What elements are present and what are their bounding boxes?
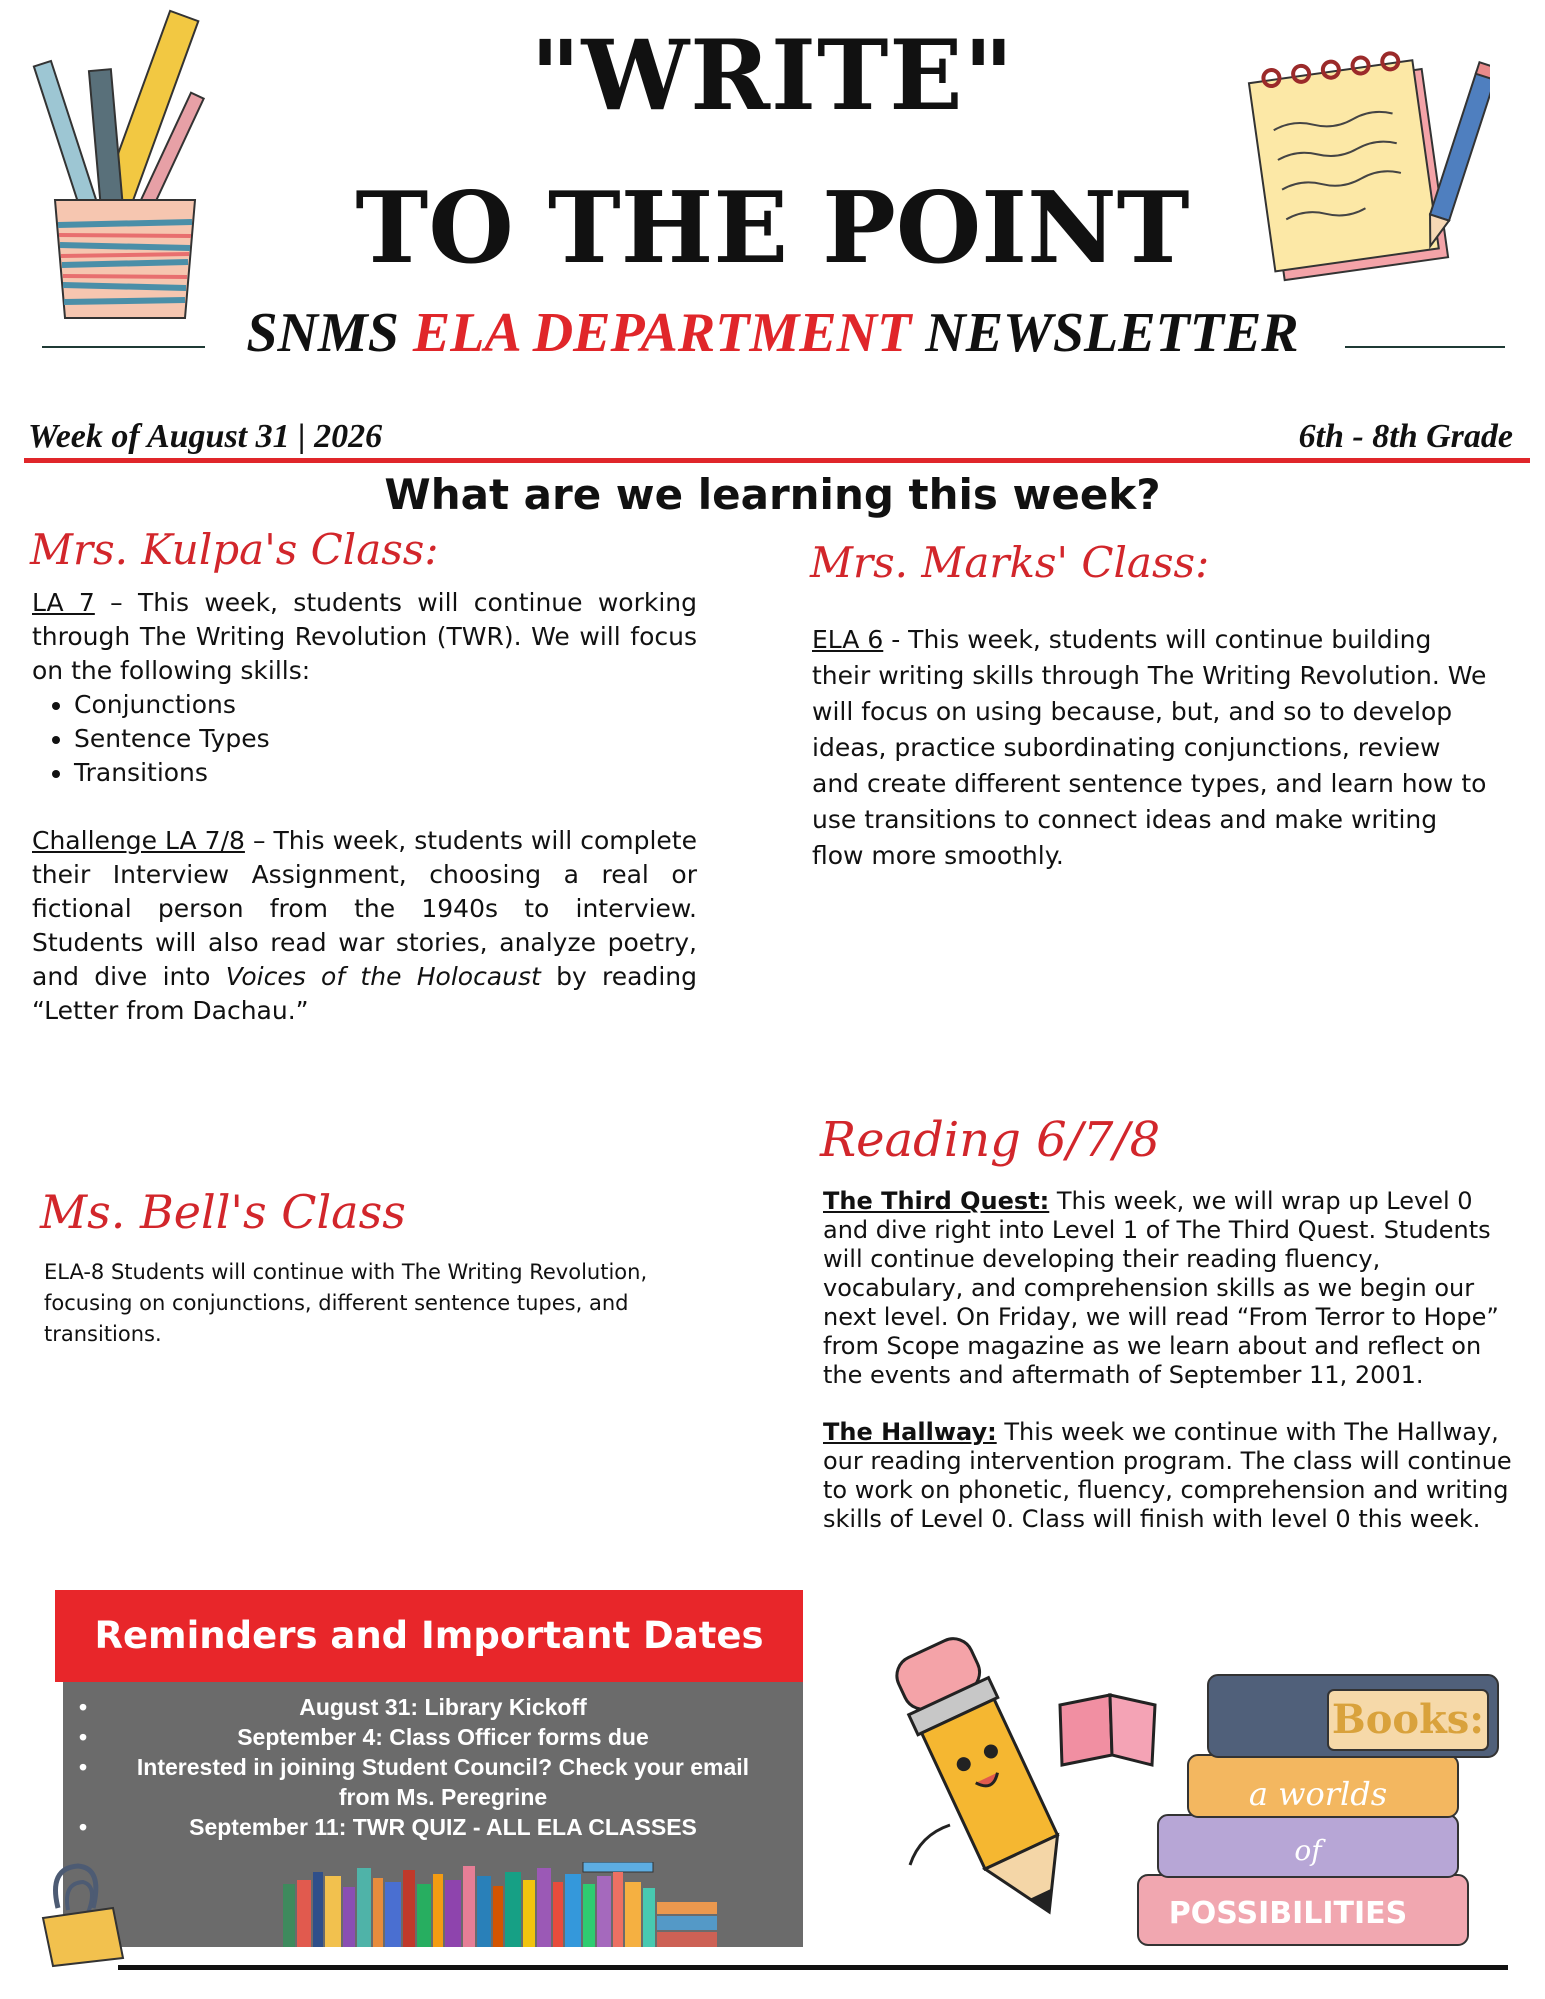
list-item: • Conjunctions	[74, 688, 697, 722]
subtitle-school: SNMS	[246, 302, 413, 364]
la7-text: – This week, students will continue working through The Writing Revolution (TWR). We will focus on the following skills:	[32, 588, 697, 685]
newsletter-title-line2: TO THE POINT	[355, 171, 1190, 286]
third-quest-paragraph	[823, 1187, 1523, 1390]
challenge-end: by reading “Letter from Dachau.”	[32, 962, 697, 1025]
book-spine-possibilities: POSSIBILITIES	[1168, 1896, 1408, 1931]
book-stack-icon	[1128, 1665, 1508, 1955]
la7-paragraph	[32, 586, 697, 688]
third-quest-text: This week, we will wrap up Level 0 and dive right into Level 1 of The Third Quest. Students will continue developing their reading fluency, vocabulary, and comprehension skills as we begin our next level. On Friday, we will read “From Terror to Hope” from Scope magazine as we learn about and reflect on the events and aftermath of September 11, 2001.	[823, 1187, 1499, 1389]
newsletter-title-line1: "WRITE"	[530, 19, 1015, 132]
hallway-paragraph	[823, 1418, 1523, 1534]
challenge-paragraph	[32, 824, 697, 1028]
subtitle-department: ELA DEPARTMENT	[412, 302, 912, 364]
kulpa-heading: Mrs. Kulpa's Class:	[30, 525, 439, 574]
header-rule-left	[42, 346, 205, 348]
book-spine-books: Books:	[1331, 1696, 1485, 1743]
section-question: What are we learning this week?	[384, 470, 1161, 519]
book-spine-worlds: a worlds	[1248, 1775, 1388, 1813]
list-item: • September 4: Class Officer forms due	[79, 1724, 649, 1750]
grade-label: 6th - 8th Grade	[1298, 418, 1513, 455]
third-quest-label: The Third Quest:	[823, 1187, 1050, 1215]
reminders-box	[63, 1682, 803, 1947]
ela6-label: ELA 6	[812, 625, 884, 654]
marks-section	[812, 622, 1492, 874]
bell-heading: Ms. Bell's Class	[40, 1185, 406, 1239]
la7-label: LA 7	[32, 588, 95, 617]
reminder-text: August 31: Library Kickoff	[299, 1694, 587, 1720]
challenge-book-title: Voices of the Holocaust	[225, 962, 541, 991]
marks-heading: Mrs. Marks' Class:	[810, 538, 1210, 587]
subtitle-newsletter: NEWSLETTER	[911, 302, 1299, 364]
list-item: • August 31: Library Kickoff	[79, 1694, 587, 1720]
challenge-text: – This week, students will complete their Interview Assignment, choosing a real or fictional person from the 1940s to interview. Students will also read war stories, analyze poetry, and dive into	[32, 826, 697, 991]
challenge-label: Challenge LA 7/8	[32, 826, 245, 855]
reminders-list	[63, 1682, 803, 1842]
skills-list	[32, 688, 697, 790]
list-item: • September 11: TWR QUIZ - ALL ELA CLASSES	[79, 1814, 697, 1840]
header-divider	[24, 458, 1530, 463]
book-spine-of: of	[1294, 1834, 1322, 1867]
bookshelf-icon	[283, 1862, 763, 1947]
list-item: • Interested in joining Student Council? Check your email from Ms. Peregrine	[79, 1754, 750, 1810]
reminder-text: Interested in joining Student Council? Check your email from Ms. Peregrine	[136, 1754, 750, 1810]
bell-text: ELA-8 Students will continue with The Writing Revolution, focusing on conjunctions, different sentence tupes, and transitions.	[44, 1260, 648, 1346]
reminders-heading: Reminders and Important Dates	[55, 1590, 803, 1682]
hallway-text: This week we continue with The Hallway, our reading intervention program. The class will continue to work on phonetic, fluency, comprehension and writing skills of Level 0. Class will finish with level 0 this week.	[823, 1418, 1512, 1533]
footer-rule	[118, 1965, 1508, 1970]
header-rule-right	[1345, 346, 1505, 348]
reading-heading: Reading 6/7/8	[820, 1112, 1161, 1168]
newsletter-subtitle	[0, 302, 1545, 364]
reminder-text: September 4: Class Officer forms due	[237, 1724, 649, 1750]
ela6-text: - This week, students will continue building their writing skills through The Writing Revolution. We will focus on using because, but, and so to develop ideas, practice subordinating conjunctions, review and create different sentence types, and learn how to use transitions to connect ideas and make writing flow more smoothly.	[812, 625, 1487, 870]
binder-clip-icon	[38, 1858, 128, 1968]
pencil-character-icon	[880, 1625, 1170, 1935]
hallway-label: The Hallway:	[823, 1418, 997, 1446]
reminder-text: September 11: TWR QUIZ - ALL ELA CLASSES	[189, 1814, 697, 1840]
kulpa-section	[32, 586, 697, 1028]
reading-section	[823, 1187, 1523, 1534]
list-item: • Sentence Types	[74, 722, 697, 756]
week-label: Week of August 31 | 2026	[28, 418, 383, 455]
list-item: • Transitions	[74, 756, 697, 790]
